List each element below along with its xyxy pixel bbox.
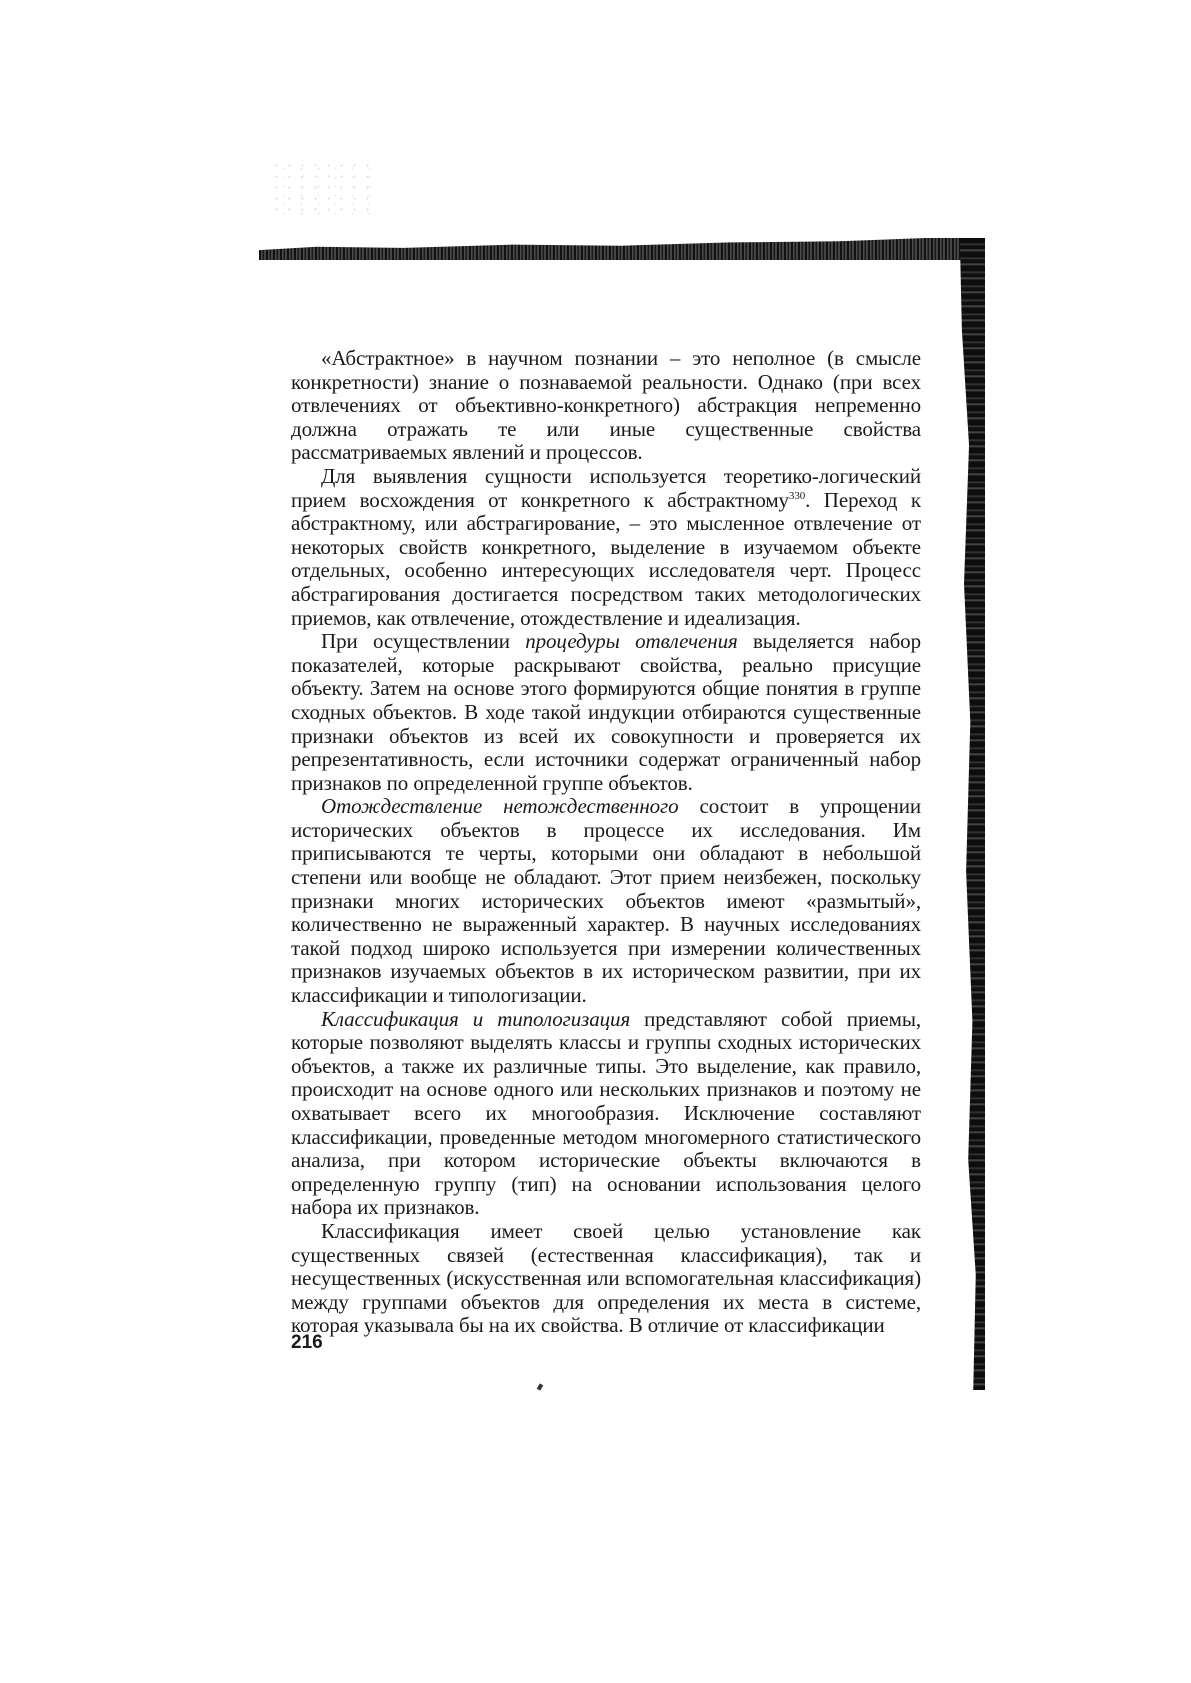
- paragraph-2-text-b: . Переход к абстрактному, или абстрагирование, – это мысленное отвлечение от некоторых свойств конкретного, выделение в изучаемом объекте отдельных, особенно интересующих исследователя черт. Процесс абстрагирования достигается посредством таких методологических приемов, как отвлечение, отождествление и идеализация.: [291, 487, 922, 630]
- paragraph-1-text: «Абстрактное» в научном познании – это неполное (в смысле конкретности) знание о познаваемой реальности. Однако (при всех отвлечениях от объективно-конкретного) абстракция непременно должна отражать те или иные существенные свойства рассматриваемых явлений и процессов.: [291, 346, 921, 465]
- paragraph-5: [291, 1008, 921, 1220]
- paragraph-2: [291, 465, 921, 630]
- scan-speckle: [270, 160, 380, 220]
- paragraph-1: [291, 347, 921, 465]
- term-identification: Отождествление нетождественного: [321, 794, 679, 819]
- paragraph-4-text: состоит в упрощении исторических объектов в процессе их исследования. Им приписываются те черты, которыми они обладают в небольшой степени или вообще не обладают. Этот прием неизбежен, поскольку признаки многих исторических объектов имеют «размытый», количественно не выраженный характер. В научных исследованиях такой подход широко используется при измерении количественных признаков изучаемых объектов в их историческом развитии, при их классификации и типологизации.: [291, 794, 921, 1008]
- paragraph-6-text: Классификация имеет своей целью установление как существенных связей (естественная классификация), так и несущественных (искусственная или вспомогательная классификация) между группами объектов для определения их места в системе, которая указывала бы на их свойства. В отличие от классификации: [291, 1218, 921, 1338]
- paragraph-4: [291, 795, 921, 1007]
- paragraph-3-text-a: При осуществлении: [321, 629, 526, 654]
- paragraph-2-text-a: Для выявления сущности используется теоретико-логический прием восхождения от конкретного к абстрактному: [291, 463, 921, 512]
- footnote-ref-330: 330: [788, 489, 806, 502]
- scan-shadow-right: [943, 238, 985, 1390]
- scan-artifact-mark: [537, 1383, 543, 1390]
- paragraph-3: [291, 630, 921, 795]
- scan-shadow-top: [259, 238, 984, 260]
- term-procedure-abstraction: процедуры отвлечения: [525, 629, 738, 654]
- term-classification-typology: Классификация и типологизация: [321, 1006, 631, 1031]
- paragraph-3-text-b: выделяется набор показателей, которые раскрывают свойства, реально присущие объекту. Затем на основе этого формируются общие понятия в группе сходных объектов. В ходе такой индукции отбираются существенные признаки объектов из всей их совокупности и проверяется их репрезентативность, если источники содержат ограниченный набор признаков по определенной группе объектов.: [291, 629, 921, 795]
- paragraph-6: [291, 1220, 921, 1338]
- paragraph-5-text: представляют собой приемы, которые позволяют выделять классы и группы сходных исторических объектов, а также их различные типы. Это выделение, как правило, происходит на основе одного или нескольких признаков и поэтому не охватывает всего их многообразия. Исключение составляют классификации, проведенные методом многомерного статистического анализа, при котором исторические объекты включаются в определенную группу (тип) на основании использования целого набора их признаков.: [291, 1006, 921, 1220]
- body-text: [291, 347, 921, 1338]
- page-number: 216: [291, 1332, 323, 1353]
